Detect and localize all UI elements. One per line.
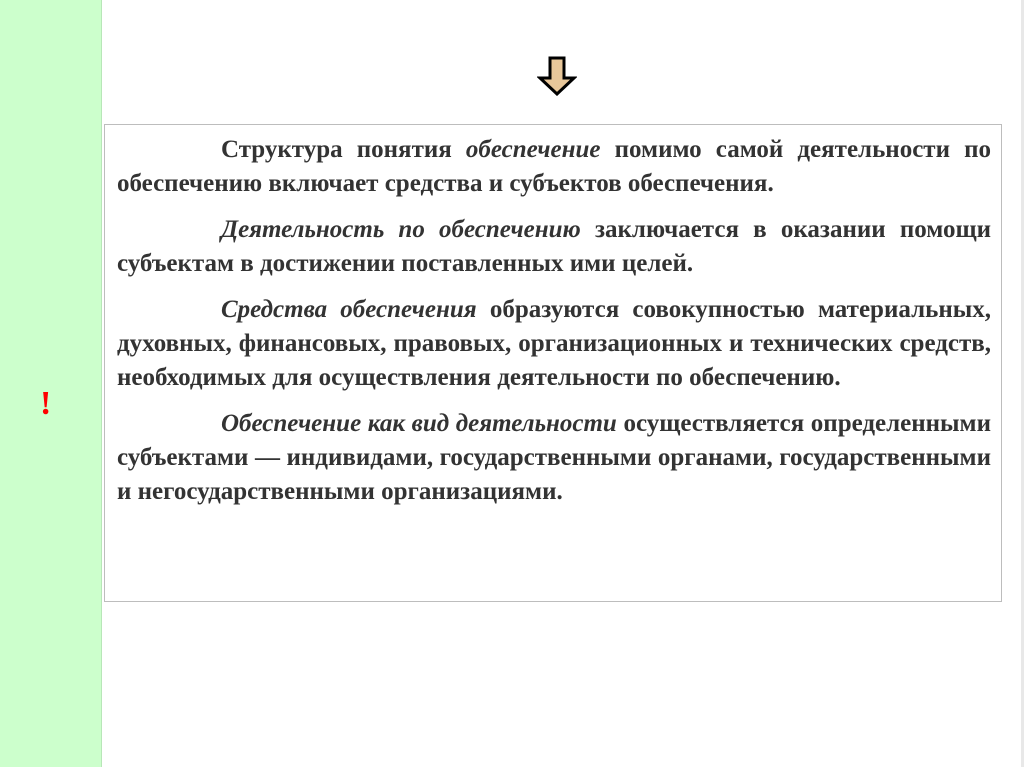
- paragraph-lead: Структура понятия: [221, 136, 466, 163]
- paragraph-body: осуществляется определенными субъектами — индивидами, государственными органами, государственными и негосударственными организациями.: [117, 410, 991, 505]
- paragraph-term: Обеспечение как вид деятельности: [221, 410, 617, 437]
- paragraph-subjects: [117, 407, 991, 509]
- paragraph-term: Средства обеспечения: [221, 296, 477, 323]
- paragraph-term: Деятельность по обеспечению: [221, 216, 581, 243]
- definition-text-box: [104, 124, 1002, 602]
- exclamation-marker: !: [40, 385, 52, 422]
- paragraph-body: помимо самой деятельности по обеспечению включает средства и субъектов обеспечения.: [117, 136, 991, 197]
- paragraph-body: образуются совокупностью материальных, духовных, финансовых, правовых, организационных и технических средств, необходимых для осуществления деятельности по обеспечению.: [117, 296, 991, 391]
- paragraph-means: [117, 293, 991, 395]
- paragraph-activity: [117, 213, 991, 281]
- paragraph-term: обеспечение: [465, 136, 601, 163]
- paragraph-structure: [117, 133, 991, 201]
- paragraph-body: заключается в оказании помощи субъектам в достижении поставленных ими целей.: [117, 216, 991, 277]
- down-arrow-icon: [537, 56, 577, 96]
